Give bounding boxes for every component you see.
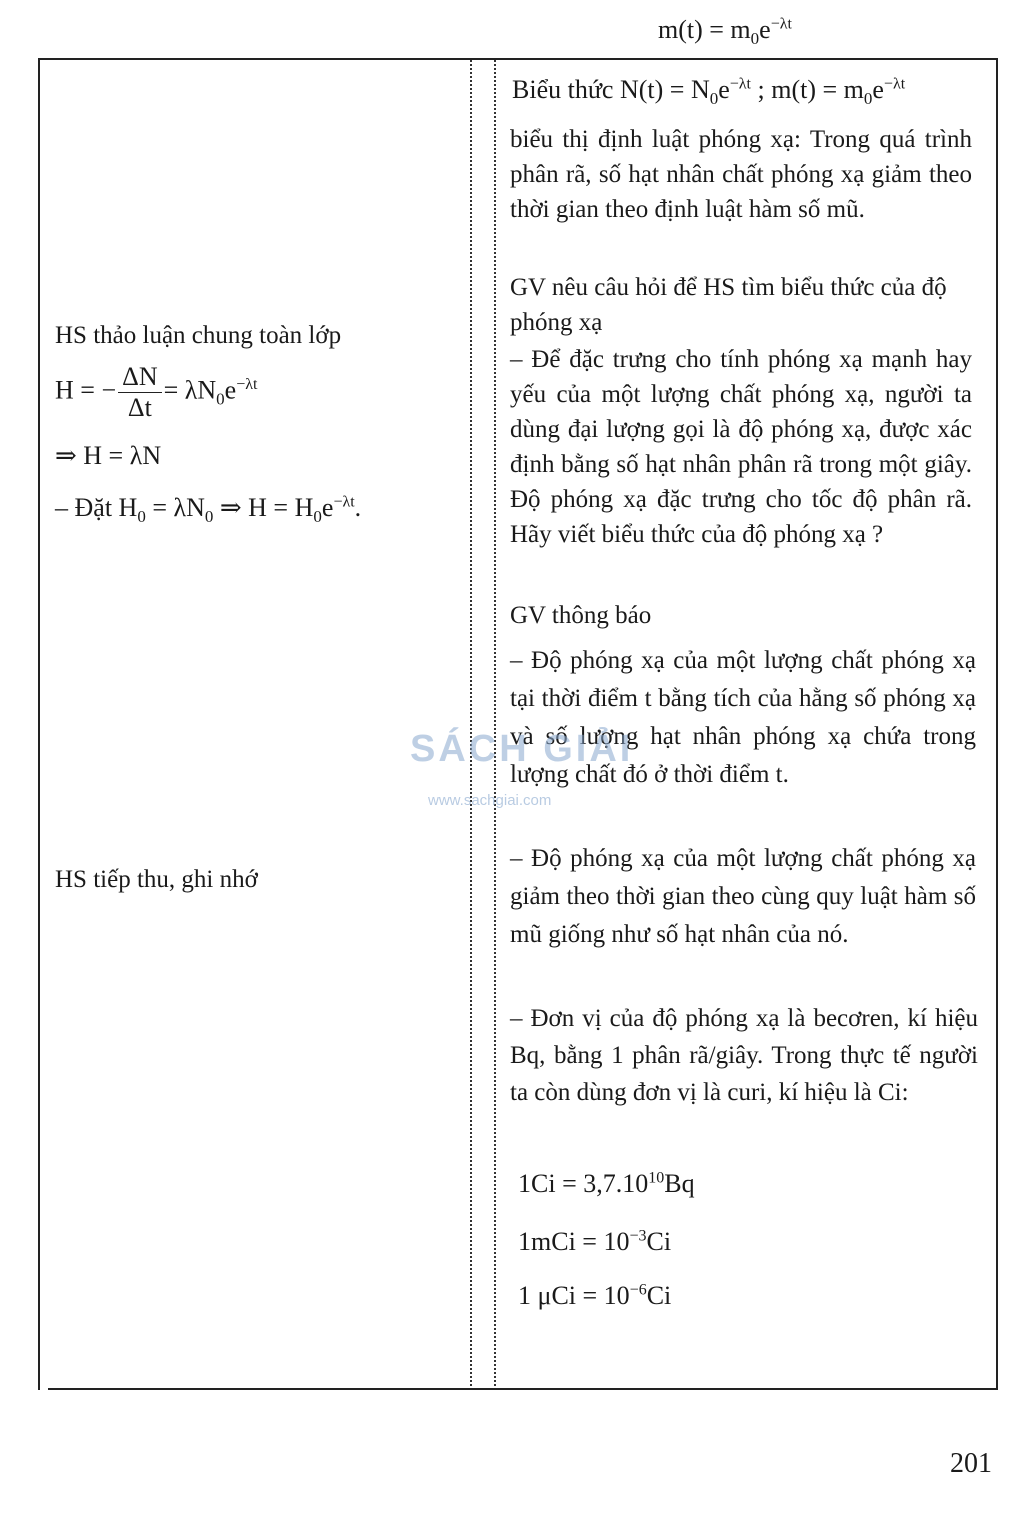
activity-formula: H = − $\frac{\Delta N}{\Delta t}$ = $\lambda N_0e^{-\lambda t}$ — [55, 362, 258, 422]
law-paragraph: biểu thị định luật phóng xạ: Trong quá trình phân rã, số hạt nhân chất phóng xạ giảm theo thời gian theo định luật hàm số mũ. — [510, 126, 972, 223]
watermark-logo: SÁCH GIẢI — [410, 728, 634, 770]
delta-fraction: $\frac{\Delta N}{\Delta t}$ — [118, 362, 162, 423]
table-border-right — [996, 58, 998, 1390]
unit-microcurie: 1 $\mu Ci = 10^{-6}Ci$ — [518, 1281, 672, 1310]
mass-decay-formula: $m(t) = m_0e^{-\lambda t}$ — [658, 15, 792, 49]
announcement-point-3: – Đơn vị của độ phóng xạ là becơren, kí hiệu Bq, bằng 1 phân rã/giây. Trong thực tế người ta còn dùng đơn vị là curi, kí hiệu là Ci: — [510, 1005, 978, 1106]
announce-label: GV thông báo — [510, 602, 652, 629]
unit-curie: $1Ci = 3,7.10^{10}Bq$ — [518, 1169, 695, 1198]
expression-line: Biểu thức $N(t) = N_0e^{-\lambda t}$ ; $m(t) = m_0e^{-\lambda t}$ — [512, 75, 906, 109]
unit-millicurie: $1mCi = 10^{-3}Ci$ — [518, 1227, 672, 1256]
announcement-point-2: – Độ phóng xạ của một lượng chất phóng xạ giảm theo thời gian theo cùng quy luật hàm số mũ giống như số hạt nhân của nó. — [510, 845, 976, 948]
discussion-label: HS thảo luận chung toàn lớp — [55, 322, 342, 349]
watermark-url: www.sachgiai.com — [428, 792, 552, 809]
table-border-bottom — [48, 1388, 998, 1390]
page-number: 201 — [950, 1448, 992, 1479]
definition-paragraph: – Để đặc trưng cho tính phóng xạ mạnh hay yếu của một lượng chất phóng xạ, người ta dùng đại lượng gọi là độ phóng xạ, được xác định bằng số hạt nhân phân rã trong một giây. Độ phóng xạ đặc trưng cho tốc độ phân rã. Hãy viết biểu thức của độ phóng xạ ? — [510, 346, 972, 548]
formula-h0: – Đặt $H_0 = \lambda N_0$ ⇒ $H = H_0e^{-\lambda t}$. — [55, 493, 362, 527]
table-border-top — [38, 58, 998, 60]
column-divider-inner — [494, 60, 496, 1386]
formula-h-lambda-n: ⇒ H = λN — [55, 441, 162, 470]
receive-label: HS tiếp thu, ghi nhớ — [55, 866, 258, 893]
table-border-left — [38, 58, 40, 1390]
question-paragraph: GV nêu câu hỏi để HS tìm biểu thức của độ phóng xạ — [510, 274, 947, 336]
column-divider-outer — [470, 60, 472, 1386]
announcement-point-1: – Độ phóng xạ của một lượng chất phóng xạ tại thời điểm t bằng tích của hằng số phóng xạ và số lượng hạt nhân phóng xạ chứa trong lượng chất đó ở thời điểm t. — [510, 647, 976, 788]
